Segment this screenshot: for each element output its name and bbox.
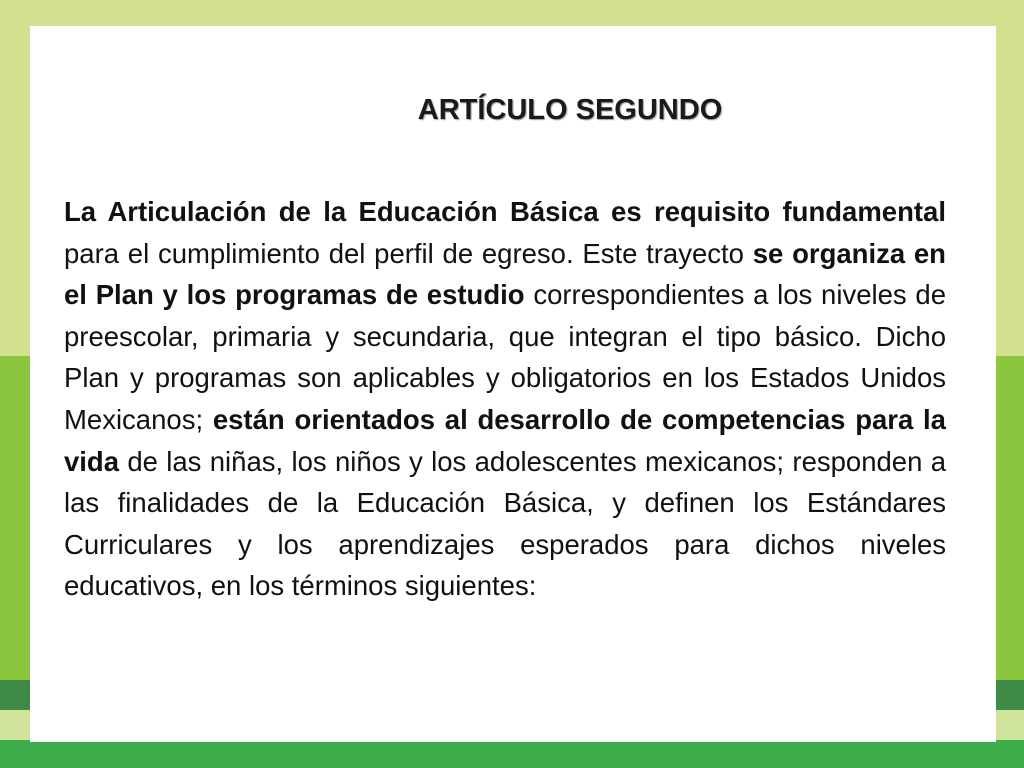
- slide-content-panel: [30, 26, 996, 742]
- paragraph-segment: de las niñas, los niños y los adolescentes mexicanos; responden a las finalidades de la Educación Básica, y definen los Estándares Curriculares y los aprendizajes esperados para dichos niveles educativos, en los términos siguientes:: [64, 445, 946, 602]
- paragraph-segment-bold: están orientados al desarrollo de competencias para la vida: [64, 403, 946, 477]
- paragraph-segment: correspondientes a los niveles de preescolar, primaria y secundaria, que integran el tipo básico. Dicho Plan y programas son aplicables y obligatorios en los Estados Unidos Mexicanos;: [64, 279, 946, 435]
- paragraph-segment: para el cumplimiento del perfil de egreso. Este trayecto: [64, 237, 753, 269]
- paragraph-segment-bold: La Articulación de la Educación Básica es requisito fundamental: [64, 196, 946, 227]
- slide-title: ARTÍCULO SEGUNDO: [417, 94, 723, 126]
- article-paragraph: [64, 191, 946, 607]
- background-band-bottom: [0, 740, 1024, 768]
- paragraph-segment-bold: se organiza en el Plan y los programas de estudio: [64, 237, 946, 311]
